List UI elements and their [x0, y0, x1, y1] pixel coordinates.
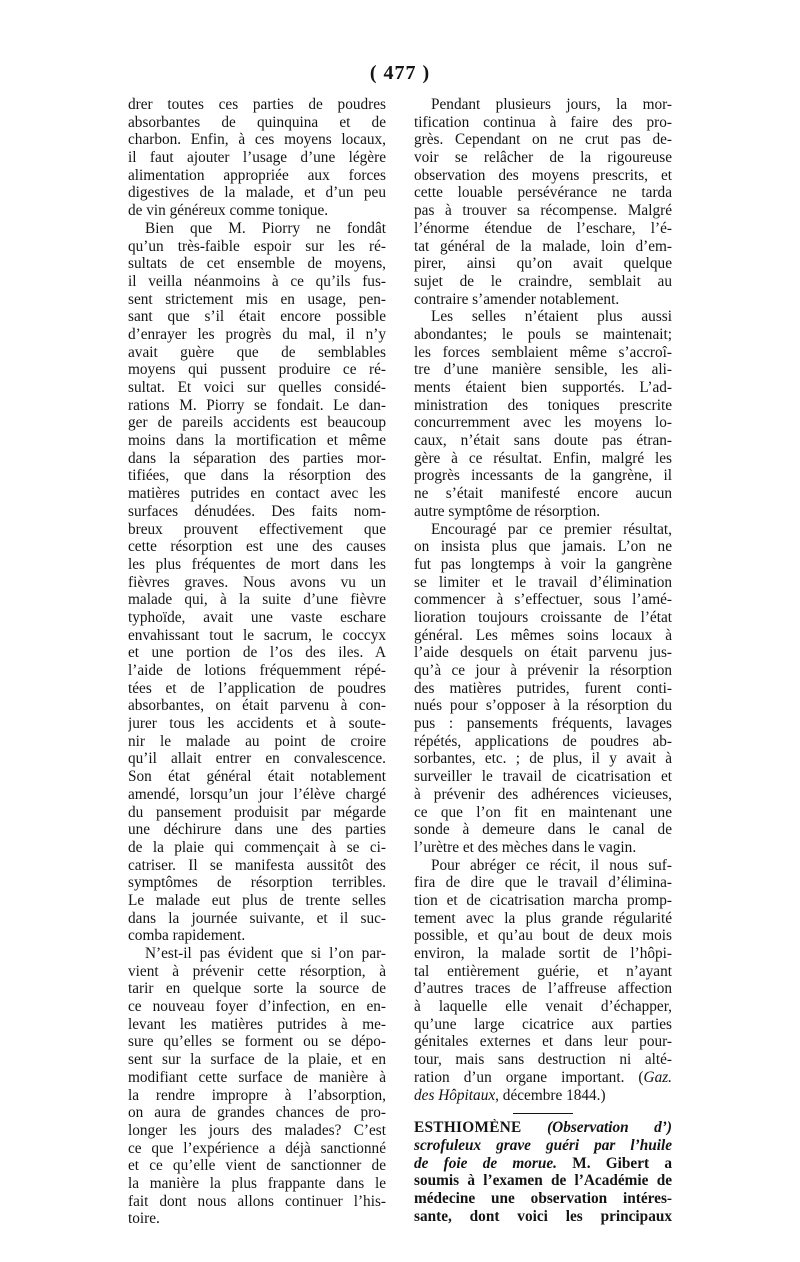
left-column-line: surfaces dénudées. Des faits nom- [128, 502, 386, 520]
left-column-line: levant les matières putrides à me- [128, 1015, 386, 1033]
right-column-line: ments étaient bien supportés. L’ad- [414, 379, 672, 396]
right-column-line: abondantes; le pouls se maintenait; [414, 325, 672, 343]
right-column-line: nués pour s’opposer à la résorption du [414, 697, 672, 715]
left-column-line: envahissant tout le sacrum, le coccyx [128, 626, 386, 644]
left-column-line: une déchirure dans une des parties [128, 821, 386, 839]
right-column-line: des matières putrides, furent conti- [414, 679, 672, 697]
right-column-line: pas à trouver sa récompense. Malgré [414, 202, 672, 220]
right-column-line: se limiter et le travail d’élimination [414, 573, 672, 591]
right-column-line: caux, n’était sans doute pas étran- [414, 432, 672, 450]
left-column-line: absorbantes de quinquina et de [128, 113, 386, 131]
article-body [414, 1172, 672, 1225]
right-column-line: on insista plus que jamais. L’on ne [414, 538, 672, 556]
article-body-line: médecine une observation intéres- [414, 1189, 672, 1207]
right-column-line: ce que l’on fit en maintenant une [414, 803, 672, 821]
right-column-line: sonde à demeure dans le canal de [414, 821, 672, 839]
left-column-line: ce que l’expérience a déjà sanctionné [128, 1139, 386, 1157]
left-column-line: fait dont nous allons continuer l’his- [128, 1192, 386, 1210]
left-column-line: dans la journée suivante, et il suc- [128, 909, 386, 927]
right-column-line: général. Les mêmes soins locaux à [414, 626, 672, 644]
left-column-line: tarir en quelque sorte la source de [128, 980, 386, 998]
right-column-line: possible, et qu’au bout de deux mois [414, 927, 672, 945]
article-heading-line-3-italic: de foie de morue. [414, 1154, 558, 1172]
left-column-line: fièvres graves. Nous avons vu un [128, 573, 386, 591]
right-column-line: Les selles n’étaient plus aussi [431, 308, 672, 326]
right-column-line: répétés, applications de poudres ab- [414, 732, 672, 750]
right-column-line: autre symptôme de résorption. [414, 502, 601, 520]
left-column-line: rations M. Piorry se fondait. Le dan- [128, 396, 386, 414]
left-column-line: sent sur la surface de la plaie, et en [128, 1051, 386, 1069]
left-column-line: Son état général était notablement [128, 768, 386, 786]
right-column-line: observation des moyens prescrits, et [414, 166, 672, 184]
right-column-line: Encouragé par ce premier résultat, [431, 520, 672, 538]
right-column-line: ministration des toniques prescrite [414, 396, 672, 414]
right-column-line: commencer à s’effectuer, sous l’amé- [414, 591, 672, 609]
right-column-line: concurremment avec les moyens lo- [414, 414, 672, 432]
right-column-line: Pendant plusieurs jours, la mor- [431, 96, 672, 113]
left-column-line: du pansement produisit par mégarde [128, 803, 386, 821]
right-column-line: fut pas longtemps à voir la gangrène [414, 555, 672, 573]
right-column-line: pirer, ainsi qu’on avait quelque [414, 255, 672, 273]
left-column-line: Le malade eut plus de trente selles [128, 891, 386, 909]
article-heading-line-3-tail: M. Gibert a [557, 1154, 672, 1172]
article-heading-rest: (Observation d’) [521, 1119, 672, 1137]
right-column-line: surveiller le travail de cicatrisation et [414, 768, 672, 786]
section-separator [414, 1104, 672, 1119]
left-column-line: N’est-il pas évident que si l’on par- [145, 945, 386, 962]
left-column-line: ger de pareils accidents est beaucoup [128, 414, 386, 432]
left-column-line: de la plaie qui commençait à se ci- [128, 838, 386, 856]
right-column-line: des Hôpitaux, décembre 1844.) [414, 1086, 606, 1104]
right-column-line: tal entièrement guérie, et n’ayant [414, 962, 672, 980]
right-column-line: tion et de cicatrisation marcha promp- [414, 891, 672, 909]
left-column-line: matières putrides en contact avec les [128, 485, 386, 503]
citation-italic: Gaz. [643, 1068, 672, 1086]
page-number: ( 477 ) [369, 62, 431, 84]
left-column-line: absorbantes, on était parvenu à con- [128, 697, 386, 715]
left-column-line: de vin généreux comme tonique. [128, 202, 329, 220]
left-column-line: sultats de cet ensemble de moyens, [128, 255, 386, 273]
right-column-line: tour, mais sans destruction ni alté- [414, 1051, 672, 1069]
left-column-line: qu’un très-faible espoir sur les ré- [128, 237, 386, 255]
left-column-line: il veilla néanmoins à ce qu’ils fus- [128, 272, 386, 290]
left-column-line: symptômes de résorption terribles. [128, 874, 386, 892]
left-column-line: et une portion de l’os des iles. A [128, 644, 386, 662]
right-column-line: l’aide desquels on était parvenu jus- [414, 644, 672, 662]
article-heading-line-1 [414, 1119, 672, 1137]
left-column-line: cette résorption est une des causes [128, 538, 386, 556]
left-column-line: qu’il allait entrer en convalescence. [128, 750, 386, 768]
right-column-line: les forces semblaient même s’accroî- [414, 343, 672, 361]
right-column-line: à laquelle elle venait d’échapper, [414, 998, 672, 1016]
left-column-line: malade qui, à la suite d’une fièvre [128, 591, 386, 609]
right-column-line: pus : pansements fréquents, lavages [414, 715, 672, 733]
left-column-line: longer les jours des malades? C’est [128, 1121, 386, 1139]
right-column-line: grès. Cependant on ne crut pas de- [414, 131, 672, 149]
left-column-line: jurer tous les accidents et à soute- [128, 715, 386, 733]
right-column-line: cette louable persévérance ne tarda [414, 184, 672, 202]
right-column-line: lioration toujours croissante de l’état [414, 608, 672, 626]
left-column-line: sure qu’elles se forment ou se dépo- [128, 1033, 386, 1051]
left-column-line: vient à prévenir cette résorption, à [128, 962, 386, 980]
left-column-line: moyens qui pussent produire ce ré- [128, 361, 386, 379]
right-column-line: sujet de le craindre, semblait au [414, 272, 672, 290]
right-column-text [414, 96, 672, 1104]
left-column-line: avait guère que de semblables [128, 343, 386, 361]
right-column-line: tification continua à faire des pro- [414, 113, 672, 131]
left-column-line: d’enrayer les progrès du mal, il n’y [128, 325, 386, 343]
left-column-line: sultat. Et voici sur quelles considé- [128, 379, 386, 396]
left-column-line: les plus fréquentes de mort dans les [128, 555, 386, 573]
left-column-line: amendé, lorsqu’un jour l’élève chargé [128, 785, 386, 803]
right-column-line: ration d’un organe important. (Gaz. [414, 1068, 672, 1086]
left-column-line: on aura de grandes chances de pro- [128, 1104, 386, 1122]
left-column-line: dans la séparation des parties mor- [128, 449, 386, 467]
left-column-line: l’aide de lotions fréquemment répé- [128, 662, 386, 679]
citation-italic: des Hôpitaux [414, 1086, 496, 1104]
left-column-line: il faut ajouter l’usage d’une légère [128, 149, 386, 167]
left-column-line: modifiant cette surface de manière à [128, 1068, 386, 1086]
left-column-line: la manière la plus frappante dans le [128, 1174, 386, 1192]
left-column-line: drer toutes ces parties de poudres [128, 96, 386, 113]
right-column-line: à prévenir des adhérences vicieuses, [414, 785, 672, 803]
left-column-line: charbon. Enfin, à ces moyens locaux, [128, 131, 386, 149]
right-column-line: fira de dire que le travail d’élimina- [414, 874, 672, 892]
left-column-line: breux prouvent effectivement que [128, 520, 386, 538]
left-column-line: tifiées, que dans la résorption des [128, 467, 386, 485]
right-column [414, 96, 672, 1225]
left-column-line: catriser. Il se manifesta aussitôt des [128, 856, 386, 874]
left-column-line: et ce qu’elle vient de sanctionner de [128, 1157, 386, 1175]
right-column-line: voir se relâcher de la rigoureuse [414, 149, 672, 167]
right-column-line: l’énorme étendue de l’eschare, l’é- [414, 219, 672, 237]
left-column-line: sant que s’il était encore possible [128, 308, 386, 326]
right-column-line: gère à ce résultat. Enfin, malgré les [414, 449, 672, 467]
article-body-line: sante, dont voici les principaux [414, 1207, 672, 1225]
left-column-line: typhoïde, avait une vaste eschare [128, 608, 386, 626]
left-column-line: moins dans la mortification et même [128, 432, 386, 450]
left-column-line: tées et de l’application de poudres [128, 679, 386, 697]
left-column-line: Bien que M. Piorry ne fondât [145, 219, 386, 237]
right-column-line: l’urètre et des mèches dans le vagin. [414, 838, 637, 856]
right-column-line: qu’une large cicatrice aux parties [414, 1015, 672, 1033]
left-column-line: toire. [128, 1210, 160, 1228]
right-column-line: Pour abréger ce récit, il nous suf- [431, 856, 672, 874]
right-column-line: contraire s’amender notablement. [414, 290, 620, 308]
right-column-line: environ, la malade sortit de l’hôpi- [414, 945, 672, 962]
right-column-line: progrès incessants de la gangrène, il [414, 467, 672, 485]
article-esthiomene [414, 1119, 672, 1225]
left-column-line: comba rapidement. [128, 927, 246, 945]
left-column-line: sent strictement mis en usage, pen- [128, 290, 386, 308]
right-column-line: génitales externes et dans leur pour- [414, 1033, 672, 1051]
left-column-line: alimentation appropriée aux forces [128, 166, 386, 184]
left-column-line: digestives de la malade, et d’un peu [128, 184, 386, 202]
article-heading-line-3 [414, 1155, 672, 1173]
article-heading-word: ESTHIOMÈNE [414, 1119, 522, 1137]
right-column-line: tat général de la malade, loin d’em- [414, 237, 672, 255]
right-column-line: qu’à ce jour à prévenir la résorption [414, 662, 672, 679]
right-column-line: tement avec la plus grande régularité [414, 909, 672, 927]
separator-rule [513, 1113, 573, 1114]
right-column-line: d’autres traces de l’affreuse affection [414, 980, 672, 998]
left-column-line: la rendre impropre à l’absorption, [128, 1086, 386, 1104]
left-column [128, 96, 386, 1228]
left-column-line: nir le malade au point de croire [128, 732, 386, 750]
right-column-line: sorbantes, etc. ; de plus, il y avait à [414, 750, 672, 768]
article-body-line: soumis à l’examen de l’Académie de [414, 1172, 672, 1190]
right-column-line: ne s’était manifesté encore aucun [414, 485, 672, 503]
article-heading-line-2: scrofuleux grave guéri par l’huile [414, 1136, 672, 1154]
left-column-line: ce nouveau foyer d’infection, en en- [128, 998, 386, 1016]
right-column-line: tre d’une manière sensible, les ali- [414, 361, 672, 379]
